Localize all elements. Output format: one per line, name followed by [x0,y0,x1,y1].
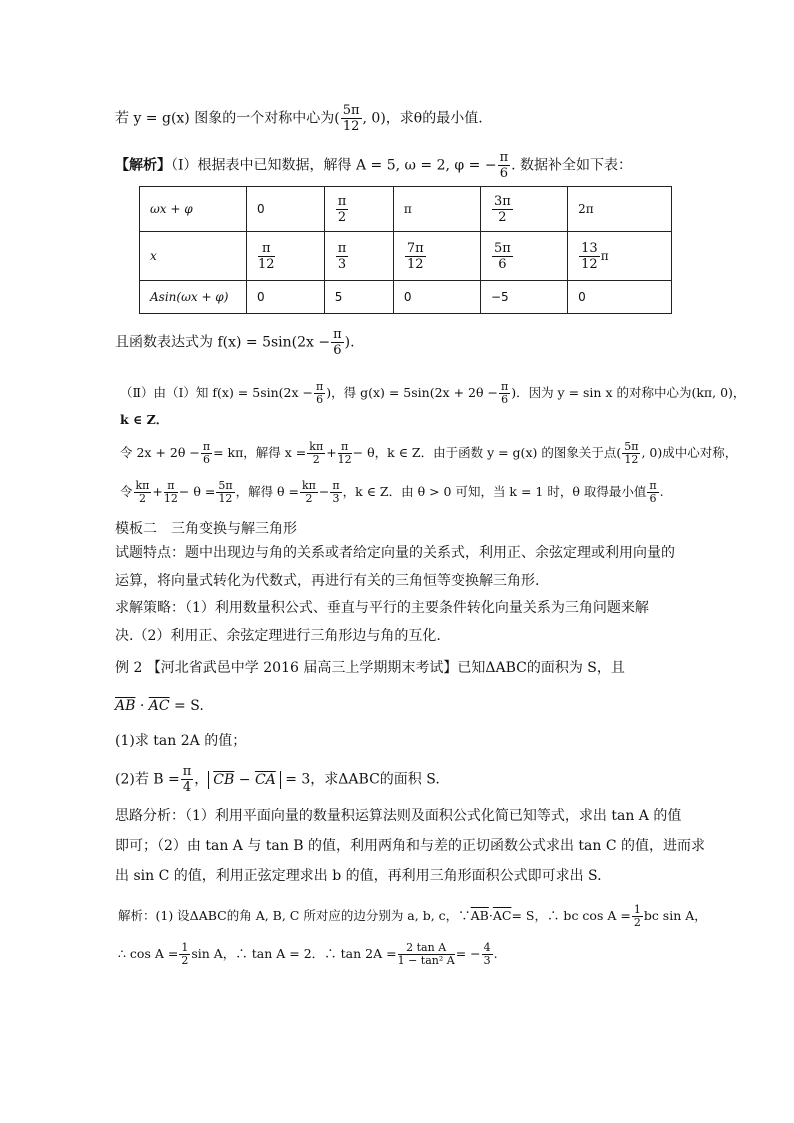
table-cell: $\frac{3\pi}{2}$ [480,187,567,232]
table-cell: 0 [393,281,480,314]
table-cell: $\frac{5\pi}{6}$ [480,232,567,281]
table-cell: ωx + φ [140,187,247,232]
part2-line-2: k ∈ Z． [120,412,169,427]
table-cell: 0 [247,281,325,314]
table-cell: 0 [568,281,672,314]
table-cell: $\frac{\pi}{12}$ [247,232,325,281]
expression-line: 且函数表达式为 f(x) = 5sin(2x − $\frac{\pi}{6}$ ). [115,327,355,358]
solution1-line: 【解析】（Ⅰ）根据表中已知数据，解得 A = 5, ω = 2, φ = − $\frac{\pi}{6}$ . 数据补全如下表： [115,150,633,181]
part2-line-1: （Ⅱ）由（Ⅰ）知 f(x) = 5sin(2x − $\frac{\pi}{6}$ )，得 g(x) = 5sin(2x + 2θ − $\frac{\pi}{6}$ )．因为 y = sin x 的对称中心为(kπ, 0)， [120,380,746,406]
table-row [140,232,672,281]
table-cell: x [140,232,247,281]
table-cell: Asin(ωx + φ) [140,281,247,314]
table-cell: $\frac{13}{12}$ π [568,232,672,281]
analysis-line-1: 思路分析：（1）利用平面向量的数量积运算法则及面积公式化简已知等式，求出 tan A 的值 [115,808,682,824]
question-2: (2)若 B = $\frac{\pi}{4}$ ， $\overline{CB} - \overline{CA} = 3$，求ΔABC的面积 S. [115,764,440,795]
question-1: (1)求 tan 2A 的值； [115,733,247,749]
table-row [140,281,672,314]
table-cell: 5 [324,281,393,314]
table-cell: $\frac{\pi}{2}$ [324,187,393,232]
template2-title: 模板二 三角变换与解三角形 [115,521,297,537]
table-row [140,187,672,232]
example2-line: 例 2 【河北省武邑中学 2016 届高三上学期期末考试】已知ΔABC的面积为 S，且 [115,660,625,676]
solution2-line-2: ∴ cos A = $\frac{1}{2}$ sin A，∴ tan A = 2．∴ tan 2A = $\frac{\text{2 tan A}}{\text{1 − tan² A}}$ = − $\frac{4}{3}$ . [118,941,498,967]
analysis-line-3: 出 sin C 的值，利用正弦定理求出 b 的值，再利用三角形面积公式即可求出 S. [115,868,602,884]
example2-condition: $\overline{AB} \cdot \overline{AC} = S$. [115,698,204,714]
template2-features-1: 试题特点：题中出现边与角的关系或者给定向量的关系式，利用正、余弦定理或利用向量的 [115,545,675,561]
fraction: $\frac{\pi}{6}$ [333,327,342,358]
part2-line-3: 令 2x + 2θ − $\frac{\pi}{6}$ = kπ，解得 x = $\frac{k\pi}{2}$ + $\frac{\pi}{12}$ − θ，k ∈ Z．由于函数 y = g(x) 的图象关于点( $\frac{5\pi}{12}$ , 0)成中心对称， [120,440,738,466]
table-cell: $\frac{7\pi}{12}$ [393,232,480,281]
fraction: $\frac{\pi}{6}$ [499,150,509,181]
table-cell: 2π [568,187,672,232]
data-table [139,186,672,314]
table-cell: 0 [247,187,325,232]
template2-strategy-2: 决.（2）利用正、余弦定理进行三角形边与角的互化. [115,628,441,644]
table-cell: $\frac{\pi}{3}$ [324,232,393,281]
template2-strategy-1: 求解策略：（1）利用数量积公式、垂直与平行的主要条件转化向量关系为三角问题来解 [115,600,649,616]
solution2-line-1: 解析：(1) 设ΔABC的角 A, B, C 所对应的边分别为 a, b, c，$\because\overline{AB}\cdot\overline{AC}= S$，∴ bc cos A = $\frac{1}{2}$ bc sin A， [118,903,707,929]
fraction: $\frac{5\pi}{12}$ [342,103,360,134]
template2-features-2: 运算，将向量式转化为代数式，再进行有关的三角恒等变换解三角形. [115,573,540,589]
part2-line-4: 令 $\frac{k\pi}{2}$ + $\frac{\pi}{12}$ − θ = $\frac{5\pi}{12}$ ，解得 θ = $\frac{k\pi}{2}$ − $\frac{\pi}{3}$ ，k ∈ Z．由 θ > 0 可知，当 k = 1 时，θ 取得最小值 $\frac{\pi}{6}$ . [120,479,664,505]
analysis-line-2: 即可；（2）由 tan A 与 tan B 的值，利用两角和与差的正切函数公式求出 tan C 的值，进而求 [115,838,706,854]
table-cell: −5 [480,281,567,314]
table-cell: π [393,187,480,232]
intro-line: 若 y = g(x) 图象的一个对称中心为( $\frac{5\pi}{12}$ , 0)，求θ的最小值. [115,103,483,134]
